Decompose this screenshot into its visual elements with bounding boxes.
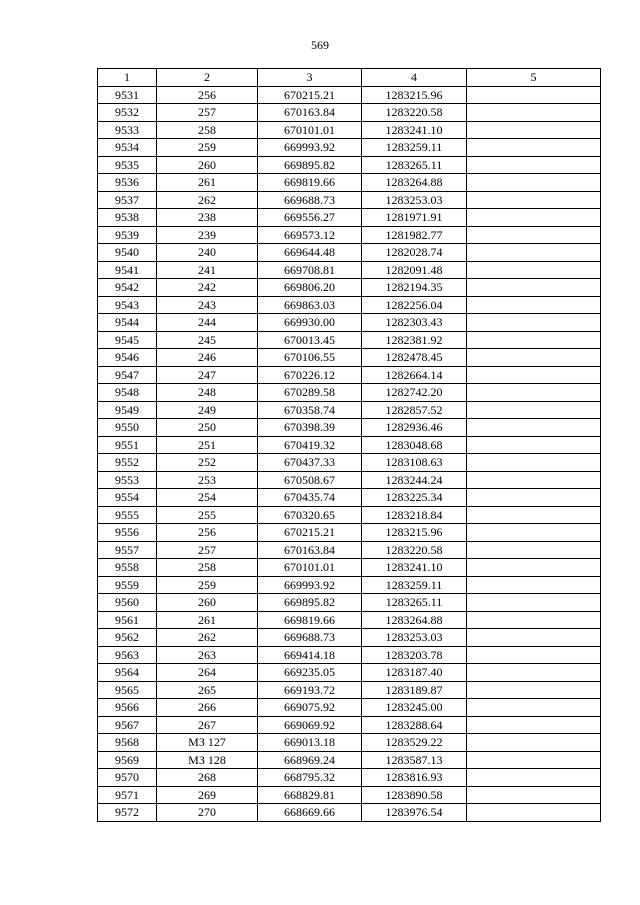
table-cell: 669993.92	[258, 139, 362, 157]
table-cell	[467, 471, 601, 489]
table-cell: 1283288.64	[362, 716, 467, 734]
table-cell: 669863.03	[258, 296, 362, 314]
table-cell: 1283187.40	[362, 664, 467, 682]
table-cell: 257	[157, 104, 258, 122]
table-cell: 9537	[98, 191, 157, 209]
table-row	[98, 646, 601, 664]
table-cell: 669895.82	[258, 594, 362, 612]
table-cell: 250	[157, 419, 258, 437]
table-cell: 670320.65	[258, 506, 362, 524]
table-cell: 1282664.14	[362, 366, 467, 384]
table-cell: 9552	[98, 454, 157, 472]
table-cell: 669708.81	[258, 261, 362, 279]
table-cell: 1282256.04	[362, 296, 467, 314]
table-cell	[467, 506, 601, 524]
table-cell: 245	[157, 331, 258, 349]
table-cell: 9541	[98, 261, 157, 279]
table-cell	[467, 436, 601, 454]
table-cell: 1283529.22	[362, 734, 467, 752]
table-cell: 248	[157, 384, 258, 402]
table-cell	[467, 156, 601, 174]
table-cell: 240	[157, 244, 258, 262]
table-cell	[467, 261, 601, 279]
table-row	[98, 594, 601, 612]
table-cell: 246	[157, 349, 258, 367]
table-cell: 670419.32	[258, 436, 362, 454]
table-cell: 1283189.87	[362, 681, 467, 699]
table-cell: 1283215.96	[362, 86, 467, 104]
table-cell	[467, 541, 601, 559]
table-cell	[467, 664, 601, 682]
table-cell	[467, 751, 601, 769]
table-row	[98, 191, 601, 209]
table-cell: 669993.92	[258, 576, 362, 594]
table-cell: 670398.39	[258, 419, 362, 437]
table-cell: 261	[157, 174, 258, 192]
table-cell: 1283264.88	[362, 611, 467, 629]
table-cell	[467, 296, 601, 314]
table-cell	[467, 786, 601, 804]
table-row	[98, 261, 601, 279]
table-cell: 9534	[98, 139, 157, 157]
table-row	[98, 751, 601, 769]
table-cell: 669806.20	[258, 279, 362, 297]
table-cell: 260	[157, 594, 258, 612]
table-cell: 1282091.48	[362, 261, 467, 279]
table-cell: 1283264.88	[362, 174, 467, 192]
table-cell: 670106.55	[258, 349, 362, 367]
table-body	[98, 86, 601, 821]
table-row	[98, 419, 601, 437]
table-cell	[467, 611, 601, 629]
table-cell: 260	[157, 156, 258, 174]
table-cell: 669573.12	[258, 226, 362, 244]
table-cell: 670163.84	[258, 541, 362, 559]
table-cell: 268	[157, 769, 258, 787]
table-cell: 9561	[98, 611, 157, 629]
table-cell: 1282478.45	[362, 349, 467, 367]
table-cell: 1282194.35	[362, 279, 467, 297]
table-cell	[467, 576, 601, 594]
table-row	[98, 699, 601, 717]
table-cell: 252	[157, 454, 258, 472]
table-cell: 9540	[98, 244, 157, 262]
column-header: 3	[258, 69, 362, 87]
table-cell: 1282028.74	[362, 244, 467, 262]
table-row	[98, 541, 601, 559]
table-cell	[467, 191, 601, 209]
table-cell: 669069.92	[258, 716, 362, 734]
table-cell: 9557	[98, 541, 157, 559]
table-cell: 238	[157, 209, 258, 227]
table-cell: 1283215.96	[362, 524, 467, 542]
table-cell: 669075.92	[258, 699, 362, 717]
table-cell: 1282381.92	[362, 331, 467, 349]
column-header: 5	[467, 69, 601, 87]
table-cell: 9555	[98, 506, 157, 524]
table-cell: 668829.81	[258, 786, 362, 804]
table-cell: 9538	[98, 209, 157, 227]
table-cell: 670215.21	[258, 524, 362, 542]
table-cell: 670508.67	[258, 471, 362, 489]
table-cell: 263	[157, 646, 258, 664]
table-cell: 266	[157, 699, 258, 717]
table-row	[98, 86, 601, 104]
table-cell: 670101.01	[258, 121, 362, 139]
table-cell: 259	[157, 139, 258, 157]
table-cell: 9536	[98, 174, 157, 192]
table-row	[98, 454, 601, 472]
table-cell: 9559	[98, 576, 157, 594]
table-cell: 9542	[98, 279, 157, 297]
table-cell: МЗ 128	[157, 751, 258, 769]
table-cell: 669644.48	[258, 244, 362, 262]
table-row	[98, 681, 601, 699]
table-cell: 242	[157, 279, 258, 297]
table-cell	[467, 209, 601, 227]
table-cell	[467, 681, 601, 699]
table-cell: 9567	[98, 716, 157, 734]
table-cell: 670101.01	[258, 559, 362, 577]
table-cell	[467, 594, 601, 612]
table-cell: 262	[157, 191, 258, 209]
table-cell: 668795.32	[258, 769, 362, 787]
table-cell: 669235.05	[258, 664, 362, 682]
table-row	[98, 664, 601, 682]
table-cell: 9562	[98, 629, 157, 647]
table-cell: 670437.33	[258, 454, 362, 472]
table-cell	[467, 366, 601, 384]
table-cell: 9558	[98, 559, 157, 577]
table-cell: МЗ 127	[157, 734, 258, 752]
table-cell: 1283220.58	[362, 104, 467, 122]
table-cell: 669556.27	[258, 209, 362, 227]
table-cell	[467, 734, 601, 752]
table-cell: 262	[157, 629, 258, 647]
table-cell	[467, 331, 601, 349]
table-cell: 244	[157, 314, 258, 332]
table-cell: 1283265.11	[362, 156, 467, 174]
table-cell: 251	[157, 436, 258, 454]
table-cell: 256	[157, 86, 258, 104]
table-cell: 1282303.43	[362, 314, 467, 332]
table-cell: 670163.84	[258, 104, 362, 122]
table-cell: 254	[157, 489, 258, 507]
table-row	[98, 366, 601, 384]
table-cell	[467, 244, 601, 262]
table-cell: 249	[157, 401, 258, 419]
table-cell: 9543	[98, 296, 157, 314]
table-cell: 9553	[98, 471, 157, 489]
table-cell	[467, 524, 601, 542]
table-cell: 9564	[98, 664, 157, 682]
table-cell: 1283203.78	[362, 646, 467, 664]
table-cell: 1283218.84	[362, 506, 467, 524]
table-cell: 1283816.93	[362, 769, 467, 787]
table-cell: 9535	[98, 156, 157, 174]
table-cell	[467, 646, 601, 664]
table-cell: 1283253.03	[362, 191, 467, 209]
table-cell: 9560	[98, 594, 157, 612]
table-cell: 255	[157, 506, 258, 524]
table-cell: 256	[157, 524, 258, 542]
table-cell: 9545	[98, 331, 157, 349]
table-row	[98, 559, 601, 577]
column-header: 4	[362, 69, 467, 87]
table-cell	[467, 226, 601, 244]
table-cell: 9544	[98, 314, 157, 332]
table-cell: 9532	[98, 104, 157, 122]
table-header-row	[98, 69, 601, 87]
table-cell: 257	[157, 541, 258, 559]
table-cell: 9548	[98, 384, 157, 402]
table-cell	[467, 104, 601, 122]
table-cell: 1283244.24	[362, 471, 467, 489]
table-row	[98, 121, 601, 139]
table-cell: 1281971.91	[362, 209, 467, 227]
table-cell: 1283587.13	[362, 751, 467, 769]
table-cell: 669819.66	[258, 174, 362, 192]
table-cell: 9550	[98, 419, 157, 437]
table-cell	[467, 279, 601, 297]
table-row	[98, 314, 601, 332]
table-cell: 9566	[98, 699, 157, 717]
table-row	[98, 349, 601, 367]
table-cell: 9547	[98, 366, 157, 384]
column-header: 1	[98, 69, 157, 87]
table-row	[98, 401, 601, 419]
table-cell: 669688.73	[258, 629, 362, 647]
table-cell: 1283976.54	[362, 804, 467, 822]
table-cell	[467, 401, 601, 419]
table-cell	[467, 559, 601, 577]
table-row	[98, 471, 601, 489]
table-cell: 1283259.11	[362, 139, 467, 157]
table-cell	[467, 384, 601, 402]
table-cell: 670358.74	[258, 401, 362, 419]
table-cell: 1283253.03	[362, 629, 467, 647]
table-row	[98, 489, 601, 507]
table-cell: 670013.45	[258, 331, 362, 349]
table-cell: 669819.66	[258, 611, 362, 629]
table-cell: 9565	[98, 681, 157, 699]
table-cell: 253	[157, 471, 258, 489]
table-cell: 9563	[98, 646, 157, 664]
table-cell: 668969.24	[258, 751, 362, 769]
table-cell: 669930.00	[258, 314, 362, 332]
table-cell	[467, 419, 601, 437]
table-cell: 258	[157, 121, 258, 139]
table-cell: 1283890.58	[362, 786, 467, 804]
table-cell: 1283259.11	[362, 576, 467, 594]
table-cell: 1283241.10	[362, 121, 467, 139]
table-cell: 1283245.00	[362, 699, 467, 717]
table-cell	[467, 314, 601, 332]
table-row	[98, 156, 601, 174]
table-cell: 1283265.11	[362, 594, 467, 612]
table-cell: 9549	[98, 401, 157, 419]
table-cell: 669414.18	[258, 646, 362, 664]
table-row	[98, 611, 601, 629]
table-cell: 269	[157, 786, 258, 804]
table-cell: 265	[157, 681, 258, 699]
table-cell: 669193.72	[258, 681, 362, 699]
table-row	[98, 279, 601, 297]
table-cell: 9571	[98, 786, 157, 804]
table-row	[98, 226, 601, 244]
table-row	[98, 174, 601, 192]
table-cell: 1283108.63	[362, 454, 467, 472]
table-cell: 259	[157, 576, 258, 594]
table-cell: 670215.21	[258, 86, 362, 104]
table-cell: 1283225.34	[362, 489, 467, 507]
table-cell: 9551	[98, 436, 157, 454]
table-cell	[467, 86, 601, 104]
table-row	[98, 716, 601, 734]
table-row	[98, 139, 601, 157]
table-row	[98, 804, 601, 822]
table-cell: 9569	[98, 751, 157, 769]
table-cell	[467, 121, 601, 139]
table-cell	[467, 489, 601, 507]
table-cell: 1282742.20	[362, 384, 467, 402]
table-cell: 9570	[98, 769, 157, 787]
table-cell	[467, 454, 601, 472]
table-cell	[467, 804, 601, 822]
table-cell: 1282857.52	[362, 401, 467, 419]
table-cell: 243	[157, 296, 258, 314]
column-header: 2	[157, 69, 258, 87]
table-cell	[467, 629, 601, 647]
table-cell	[467, 349, 601, 367]
table-row	[98, 209, 601, 227]
table-cell: 9533	[98, 121, 157, 139]
table-cell: 9539	[98, 226, 157, 244]
table-cell: 1283048.68	[362, 436, 467, 454]
table-cell: 247	[157, 366, 258, 384]
table-row	[98, 296, 601, 314]
table-row	[98, 576, 601, 594]
table-cell: 670435.74	[258, 489, 362, 507]
table-cell: 9568	[98, 734, 157, 752]
table-cell	[467, 699, 601, 717]
table-row	[98, 524, 601, 542]
table-cell: 1283220.58	[362, 541, 467, 559]
table-cell: 669895.82	[258, 156, 362, 174]
table-cell: 267	[157, 716, 258, 734]
table-row	[98, 244, 601, 262]
table-cell: 1282936.46	[362, 419, 467, 437]
table-row	[98, 506, 601, 524]
coordinates-table	[97, 68, 601, 822]
table-cell: 1283241.10	[362, 559, 467, 577]
table-cell: 261	[157, 611, 258, 629]
table-cell	[467, 139, 601, 157]
table-cell: 670289.58	[258, 384, 362, 402]
table-cell: 270	[157, 804, 258, 822]
table-cell	[467, 769, 601, 787]
page-number: 569	[311, 38, 329, 52]
table-row	[98, 786, 601, 804]
table-cell: 9556	[98, 524, 157, 542]
table-cell: 9546	[98, 349, 157, 367]
table-row	[98, 104, 601, 122]
table-cell	[467, 716, 601, 734]
table-cell: 241	[157, 261, 258, 279]
table-cell: 669013.18	[258, 734, 362, 752]
table-cell: 668669.66	[258, 804, 362, 822]
table-row	[98, 331, 601, 349]
table-cell: 264	[157, 664, 258, 682]
table-cell: 9554	[98, 489, 157, 507]
table-row	[98, 436, 601, 454]
table-cell: 258	[157, 559, 258, 577]
table-cell: 670226.12	[258, 366, 362, 384]
table-cell: 9531	[98, 86, 157, 104]
table-row	[98, 769, 601, 787]
table-row	[98, 629, 601, 647]
table-cell: 9572	[98, 804, 157, 822]
table-cell: 239	[157, 226, 258, 244]
table-row	[98, 734, 601, 752]
table-cell	[467, 174, 601, 192]
table-cell: 1281982.77	[362, 226, 467, 244]
table-cell: 669688.73	[258, 191, 362, 209]
table-row	[98, 384, 601, 402]
